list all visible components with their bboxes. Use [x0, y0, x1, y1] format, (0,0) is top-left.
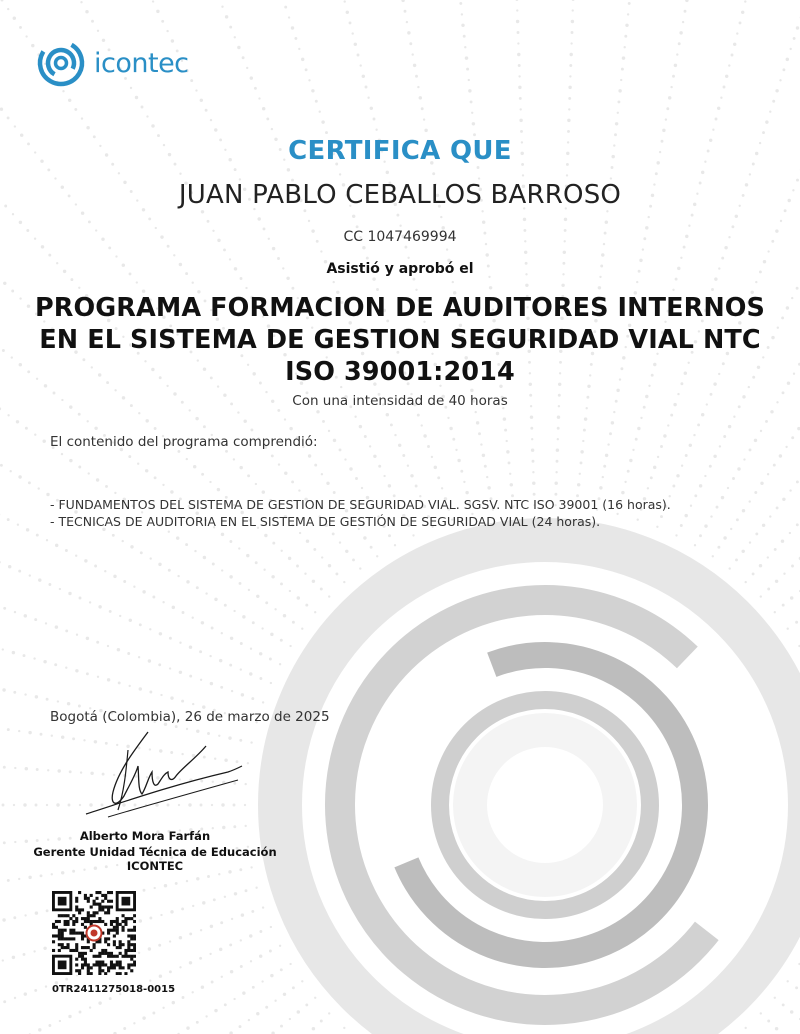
signer-title: Gerente Unidad Técnica de Educación ICONTEC [33, 845, 277, 873]
logo-text: icontec [94, 47, 189, 79]
certificate-code: 0TR2411275018-0015 [52, 984, 176, 995]
attended-label: Asistió y aprobó el [326, 261, 474, 277]
place-date: Bogotá (Colombia), 26 de marzo de 2025 [50, 709, 330, 725]
list-item: - FUNDAMENTOS DEL SISTEMA DE GESTION DE SEGURIDAD VIAL. SGSV. NTC ISO 39001 (16 horas). [50, 497, 671, 512]
recipient-name: JUAN PABLO CEBALLOS BARROSO [178, 180, 622, 210]
signer-name: Alberto Mora Farfán [79, 829, 211, 843]
icontec-spiral-icon [36, 38, 86, 88]
program-title-line: PROGRAMA FORMACION DE AUDITORES INTERNOS [34, 293, 766, 323]
program-title-line: EN EL SISTEMA DE GESTION SEGURIDAD VIAL NTC [39, 325, 761, 355]
contents-intro: El contenido del programa comprendió: [50, 434, 318, 450]
handwritten-signature [78, 722, 248, 832]
icontec-logo [36, 38, 189, 88]
program-title-line: ISO 39001:2014 [285, 357, 515, 387]
contents-list [50, 496, 671, 530]
qr-code-icon [52, 891, 136, 975]
id-number: CC 1047469994 [343, 229, 457, 245]
list-item: - TECNICAS DE AUDITORIA EN EL SISTEMA DE GESTIÓN DE SEGURIDAD VIAL (24 horas). [50, 514, 601, 529]
intensity-text: Con una intensidad de 40 horas [292, 393, 508, 409]
program-title [0, 292, 800, 388]
certificate-heading: CERTIFICA QUE [288, 136, 512, 166]
